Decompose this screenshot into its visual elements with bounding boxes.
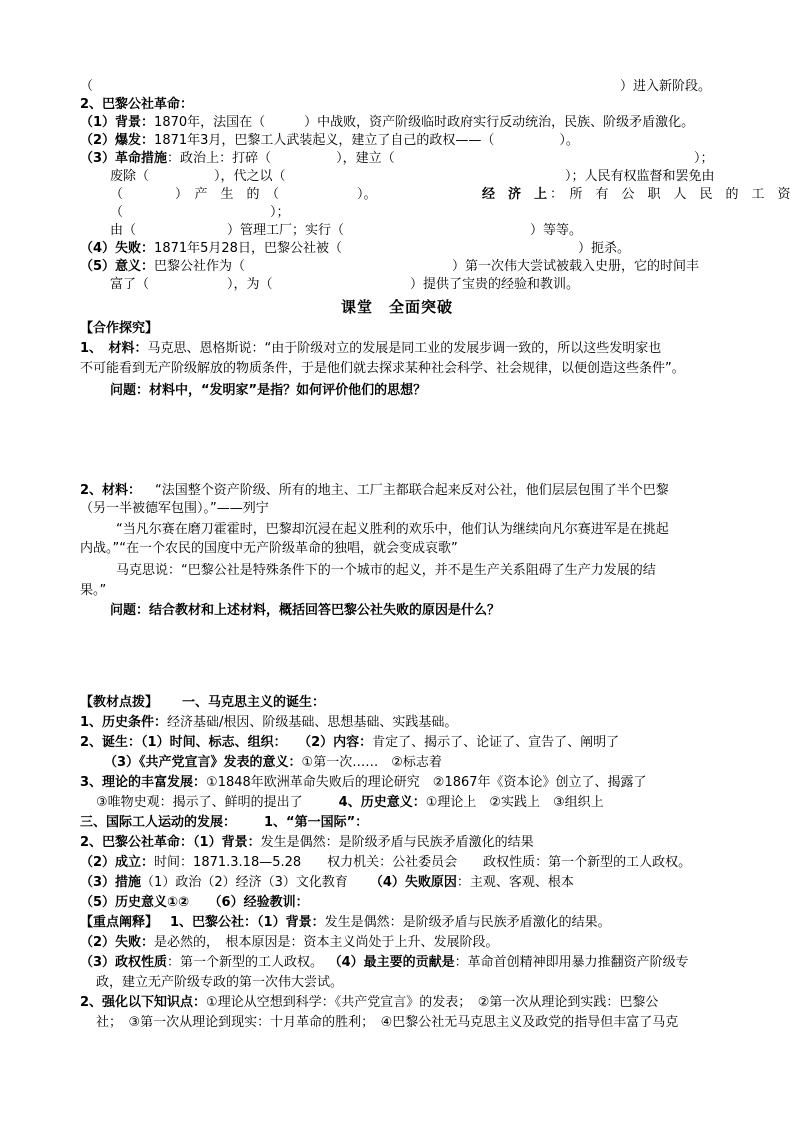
- line-measures-failure: [80, 874, 720, 891]
- text: ： 所 有 公 职 人 民 的 工 资: [550, 187, 791, 202]
- line-commune-background: [80, 834, 720, 851]
- line-significance-lessons: （5）历史意义①② （6）经验教训：: [80, 895, 309, 910]
- label: 【教材点拨】: [80, 695, 159, 710]
- text: 1870年，法国在（ ）中战败，资产阶级临时政府实行反动统治，民族、阶级矛盾激化。: [154, 115, 695, 130]
- label: 1、 材料：: [80, 341, 148, 356]
- heading-textbook-points: [80, 694, 720, 711]
- text: ①1848年欧洲革命失败后的理论研究 ②1867年《资本论》创立了、揭露了: [206, 775, 647, 790]
- heading-key-points: [80, 914, 720, 931]
- label: （4）失败：: [80, 241, 155, 256]
- text: （ ） 产 生 的 （ ）。: [110, 187, 377, 202]
- text: ）扼杀。: [578, 241, 631, 256]
- text: “法国整个资产阶级、所有的地主、工厂主都联合起来反对公社，他们层层包围了半个巴黎: [155, 483, 669, 498]
- label: 1、巴黎公社：（1）背景：: [170, 915, 325, 930]
- label: （3）革命措施: [80, 151, 168, 166]
- q1-material: [80, 340, 720, 357]
- text: ①理论上 ②实践上 ③组织上: [425, 795, 604, 810]
- label: （3）《共产党宣言》发表的意义：: [104, 755, 302, 770]
- label: （4）失败原因: [369, 875, 457, 890]
- q2-material: [80, 482, 720, 499]
- line-strengthen: [80, 994, 720, 1011]
- line-manifesto: [104, 754, 744, 771]
- line-enriched: [110, 276, 720, 293]
- text: ：政治上: [167, 151, 220, 166]
- text: ：主观、客观、根本: [456, 875, 574, 890]
- text: 一、马克思主义的诞生：: [182, 695, 326, 710]
- label: 【重点阐释】: [80, 915, 159, 930]
- text: ）；人民有权监督和罢免由: [565, 169, 715, 184]
- q2-material-versailles: “当凡尔赛在磨刀霍霍时，巴黎却沉浸在起义胜利的欢乐中，他们认为继续向凡尔赛进军是在挑起: [116, 522, 669, 537]
- line-historical-conditions: [80, 714, 720, 731]
- label: （5）意义：: [80, 259, 155, 274]
- line-blank-stage: [80, 78, 720, 95]
- text: ）第一次伟大尝试被载入史册，它的时间丰: [452, 259, 700, 274]
- label: （2）内容：: [304, 735, 373, 750]
- line-regime-nature: [80, 954, 720, 971]
- line-abolish: [110, 168, 720, 185]
- text: 马克思、恩格斯说：“由于阶级对立的发展是同工业的发展步调一致的，所以这些发明家也: [147, 341, 662, 356]
- text: 1871年3月，巴黎工人武装起义，建立了自己的政权——（ ）。: [154, 133, 579, 148]
- text: 时间：1871.3.18—5.28 权力机关：公社委员会 政权性质：第一个新型的工人政权。: [154, 855, 692, 870]
- heading-cooperative-inquiry: 【合作探究】: [80, 321, 159, 336]
- label: 2、诞生：（1）时间、标志、组织：: [80, 735, 287, 750]
- text: 1、“第一国际”：: [264, 815, 369, 830]
- line-founding: [80, 854, 720, 871]
- text: 发生是偶然：是阶级矛盾与民族矛盾激化的结果: [260, 835, 534, 850]
- label: 2、强化以下知识点：: [80, 995, 207, 1010]
- label: 3、理论的丰富发展：: [80, 775, 207, 790]
- line-failure: [80, 240, 720, 257]
- label: （2）失败：: [80, 935, 155, 950]
- line-outbreak: [80, 132, 720, 149]
- label: （2）成立：: [80, 855, 155, 870]
- line-manage: [110, 222, 720, 239]
- text: （: [80, 79, 94, 94]
- heading-paris-commune: 2、巴黎公社革命：: [80, 97, 194, 112]
- text: ）提供了宝贵的经验和教训。: [410, 277, 580, 292]
- text: ）；: [270, 205, 290, 220]
- text: ）等等。: [530, 223, 583, 238]
- text: 富了（ ），为（: [110, 277, 273, 292]
- label: （1）背景：: [80, 115, 155, 130]
- text: ①理论从空想到科学：《共产党宣言》的发表； ②第一次从理论到实践：巴黎公: [206, 995, 659, 1010]
- text: ③唯物史观：揭示了、鲜明的提出了: [96, 795, 303, 810]
- line-theory-development: [80, 774, 720, 791]
- line-failure-inevitable: [80, 934, 720, 951]
- text: ①第一次…… ②标志着: [301, 755, 442, 770]
- label: （4）最主要的贡献是: [335, 955, 455, 970]
- text: 经济基础/根因、阶级基础、思想基础、实践基础。: [167, 715, 458, 730]
- q1-question: 问题：材料中，“发明家”是指？如何评价他们的思想？: [110, 383, 427, 398]
- text: 肯定了、揭示了、论证了、宣告了、阐明了: [372, 735, 620, 750]
- line-elected: [110, 186, 791, 203]
- text: 1871年5月28日，巴黎公社被（: [154, 241, 342, 256]
- line-measures: [80, 150, 720, 167]
- line-historical-materialism: [96, 794, 736, 811]
- label: （3）措施: [80, 875, 142, 890]
- line-wage: [110, 204, 720, 221]
- text: 废除（ ），代之以（: [110, 169, 286, 184]
- text: 巴黎公社作为（: [154, 259, 246, 274]
- text: 三、国际工人运动的发展：: [80, 815, 237, 830]
- label: 经 济 上: [482, 187, 548, 202]
- line-workers-movement: [80, 814, 720, 831]
- q1-material-cont: 不可能看到无产阶级解放的物质条件，于是他们就去探求某种社会科学、社会规律，以便创造这些条件”。: [80, 361, 685, 376]
- label: 2、巴黎公社革命：（1）背景：: [80, 835, 261, 850]
- text: ：第一个新型的工人政权。: [167, 955, 324, 970]
- text: （1）政治（2）经济（3）文化教育: [141, 875, 348, 890]
- text: ）；: [694, 151, 714, 166]
- text: 由（ ）管理工厂；实行（: [110, 223, 345, 238]
- label: （3）政权性质: [80, 955, 168, 970]
- q2-question: 问题：结合教材和上述材料，概括回答巴黎公社失败的原因是什么？: [110, 603, 501, 618]
- text: ：革命首创精神即用暴力推翻资产阶级专: [454, 955, 689, 970]
- text: 是必然的， 根本原因是：资本主义尚处于上升、发展阶段。: [154, 935, 499, 950]
- line-significance: [80, 258, 720, 275]
- q2-material-versailles-cont: 内战。”“在一个农民的国度中无产阶级革命的独唱，就会变成哀歌”: [80, 541, 458, 556]
- label: 2、材料：: [80, 483, 142, 498]
- line-regime-nature-cont: 政，建立无产阶级专政的第一次伟大尝试。: [96, 975, 344, 990]
- section-title: 课堂 全面突破: [340, 298, 453, 316]
- label: （2）爆发：: [80, 133, 155, 148]
- text: ）进入新阶段。: [620, 79, 712, 94]
- q2-material-marx-cont: 果。”: [80, 583, 107, 598]
- q2-material-marx: 马克思说：“巴黎公社是特殊条件下的一个城市的起义，并不是生产关系阻碍了生产力发展的结: [116, 563, 656, 578]
- line-strengthen-cont: 社； ③第一次从理论到现实：十月革命的胜利； ④巴黎公社无马克思主义及政党的指导但丰富了马克: [96, 1015, 679, 1030]
- line-birth: [80, 734, 720, 751]
- label: 1、历史条件：: [80, 715, 168, 730]
- line-background: [80, 114, 720, 131]
- text: 发生是偶然：是阶级矛盾与民族矛盾激化的结果。: [324, 915, 611, 930]
- text: ：打碎（ ），建立（: [219, 151, 395, 166]
- q2-material-cont: （另一半被德军包围）。”——列宁: [80, 501, 269, 516]
- label: 4、历史意义：: [338, 795, 426, 810]
- text: （: [110, 205, 124, 220]
